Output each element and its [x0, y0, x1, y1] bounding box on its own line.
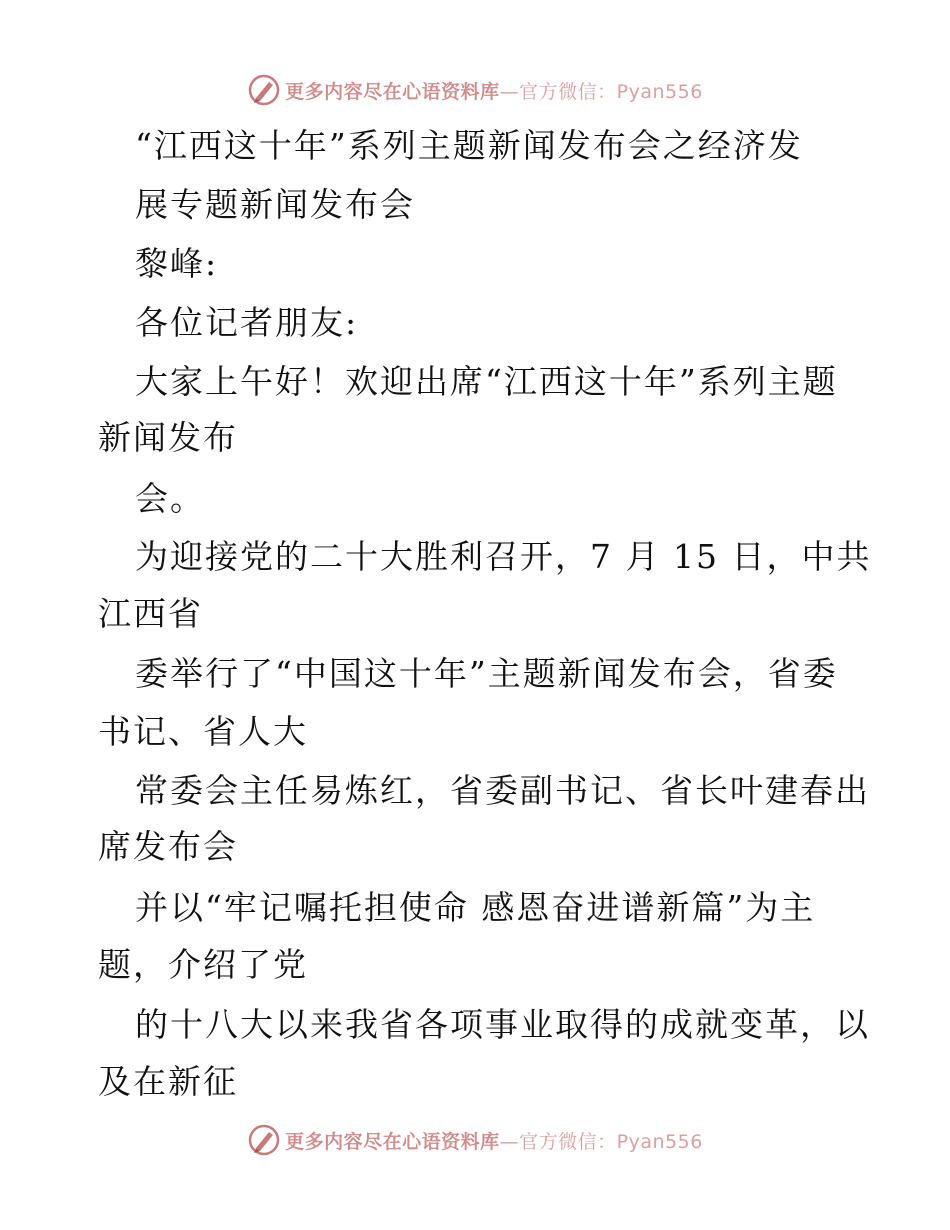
doc-line: 题，介绍了党	[98, 945, 308, 984]
watermark-separator: —	[499, 80, 520, 103]
watermark-brand: 更多内容尽在心语资料库	[285, 1130, 500, 1153]
doc-line: 及在新征	[98, 1062, 238, 1101]
doc-line: 大家上午好！欢迎出席“江西这十年”系列主题	[135, 362, 838, 401]
doc-line: 常委会主任易炼红，省委副书记、省长叶建春出	[135, 771, 870, 810]
doc-line: 席发布会	[98, 827, 238, 866]
watermark-separator: —	[499, 1130, 520, 1153]
doc-line: 新闻发布	[98, 418, 238, 457]
pen-logo-icon	[247, 1123, 281, 1157]
doc-line: 江西省	[98, 594, 203, 633]
doc-line: 展专题新闻发布会	[135, 185, 415, 224]
doc-line: 各位记者朋友:	[135, 303, 359, 342]
doc-line: “江西这十年”系列主题新闻发布会之经济发	[135, 126, 803, 165]
doc-line: 书记、省人大	[98, 712, 308, 751]
doc-line: 黎峰:	[135, 244, 219, 283]
doc-line: 为迎接党的二十大胜利召开，7 月 15 日，中共	[135, 537, 872, 576]
watermark-suffix: 官方微信：Pyan556	[519, 80, 703, 103]
watermark-suffix: 官方微信：Pyan556	[519, 1130, 703, 1153]
pen-logo-icon	[247, 73, 281, 107]
header-watermark	[0, 70, 950, 110]
footer-watermark	[0, 1120, 950, 1160]
watermark-brand: 更多内容尽在心语资料库	[285, 80, 500, 103]
doc-line: 的十八大以来我省各项事业取得的成就变革，以	[135, 1005, 870, 1044]
doc-line: 并以“牢记嘱托担使命 感恩奋进谱新篇”为主	[135, 888, 816, 927]
doc-line: 委举行了“中国这十年”主题新闻发布会，省委	[135, 654, 838, 693]
doc-line: 会。	[135, 479, 205, 518]
